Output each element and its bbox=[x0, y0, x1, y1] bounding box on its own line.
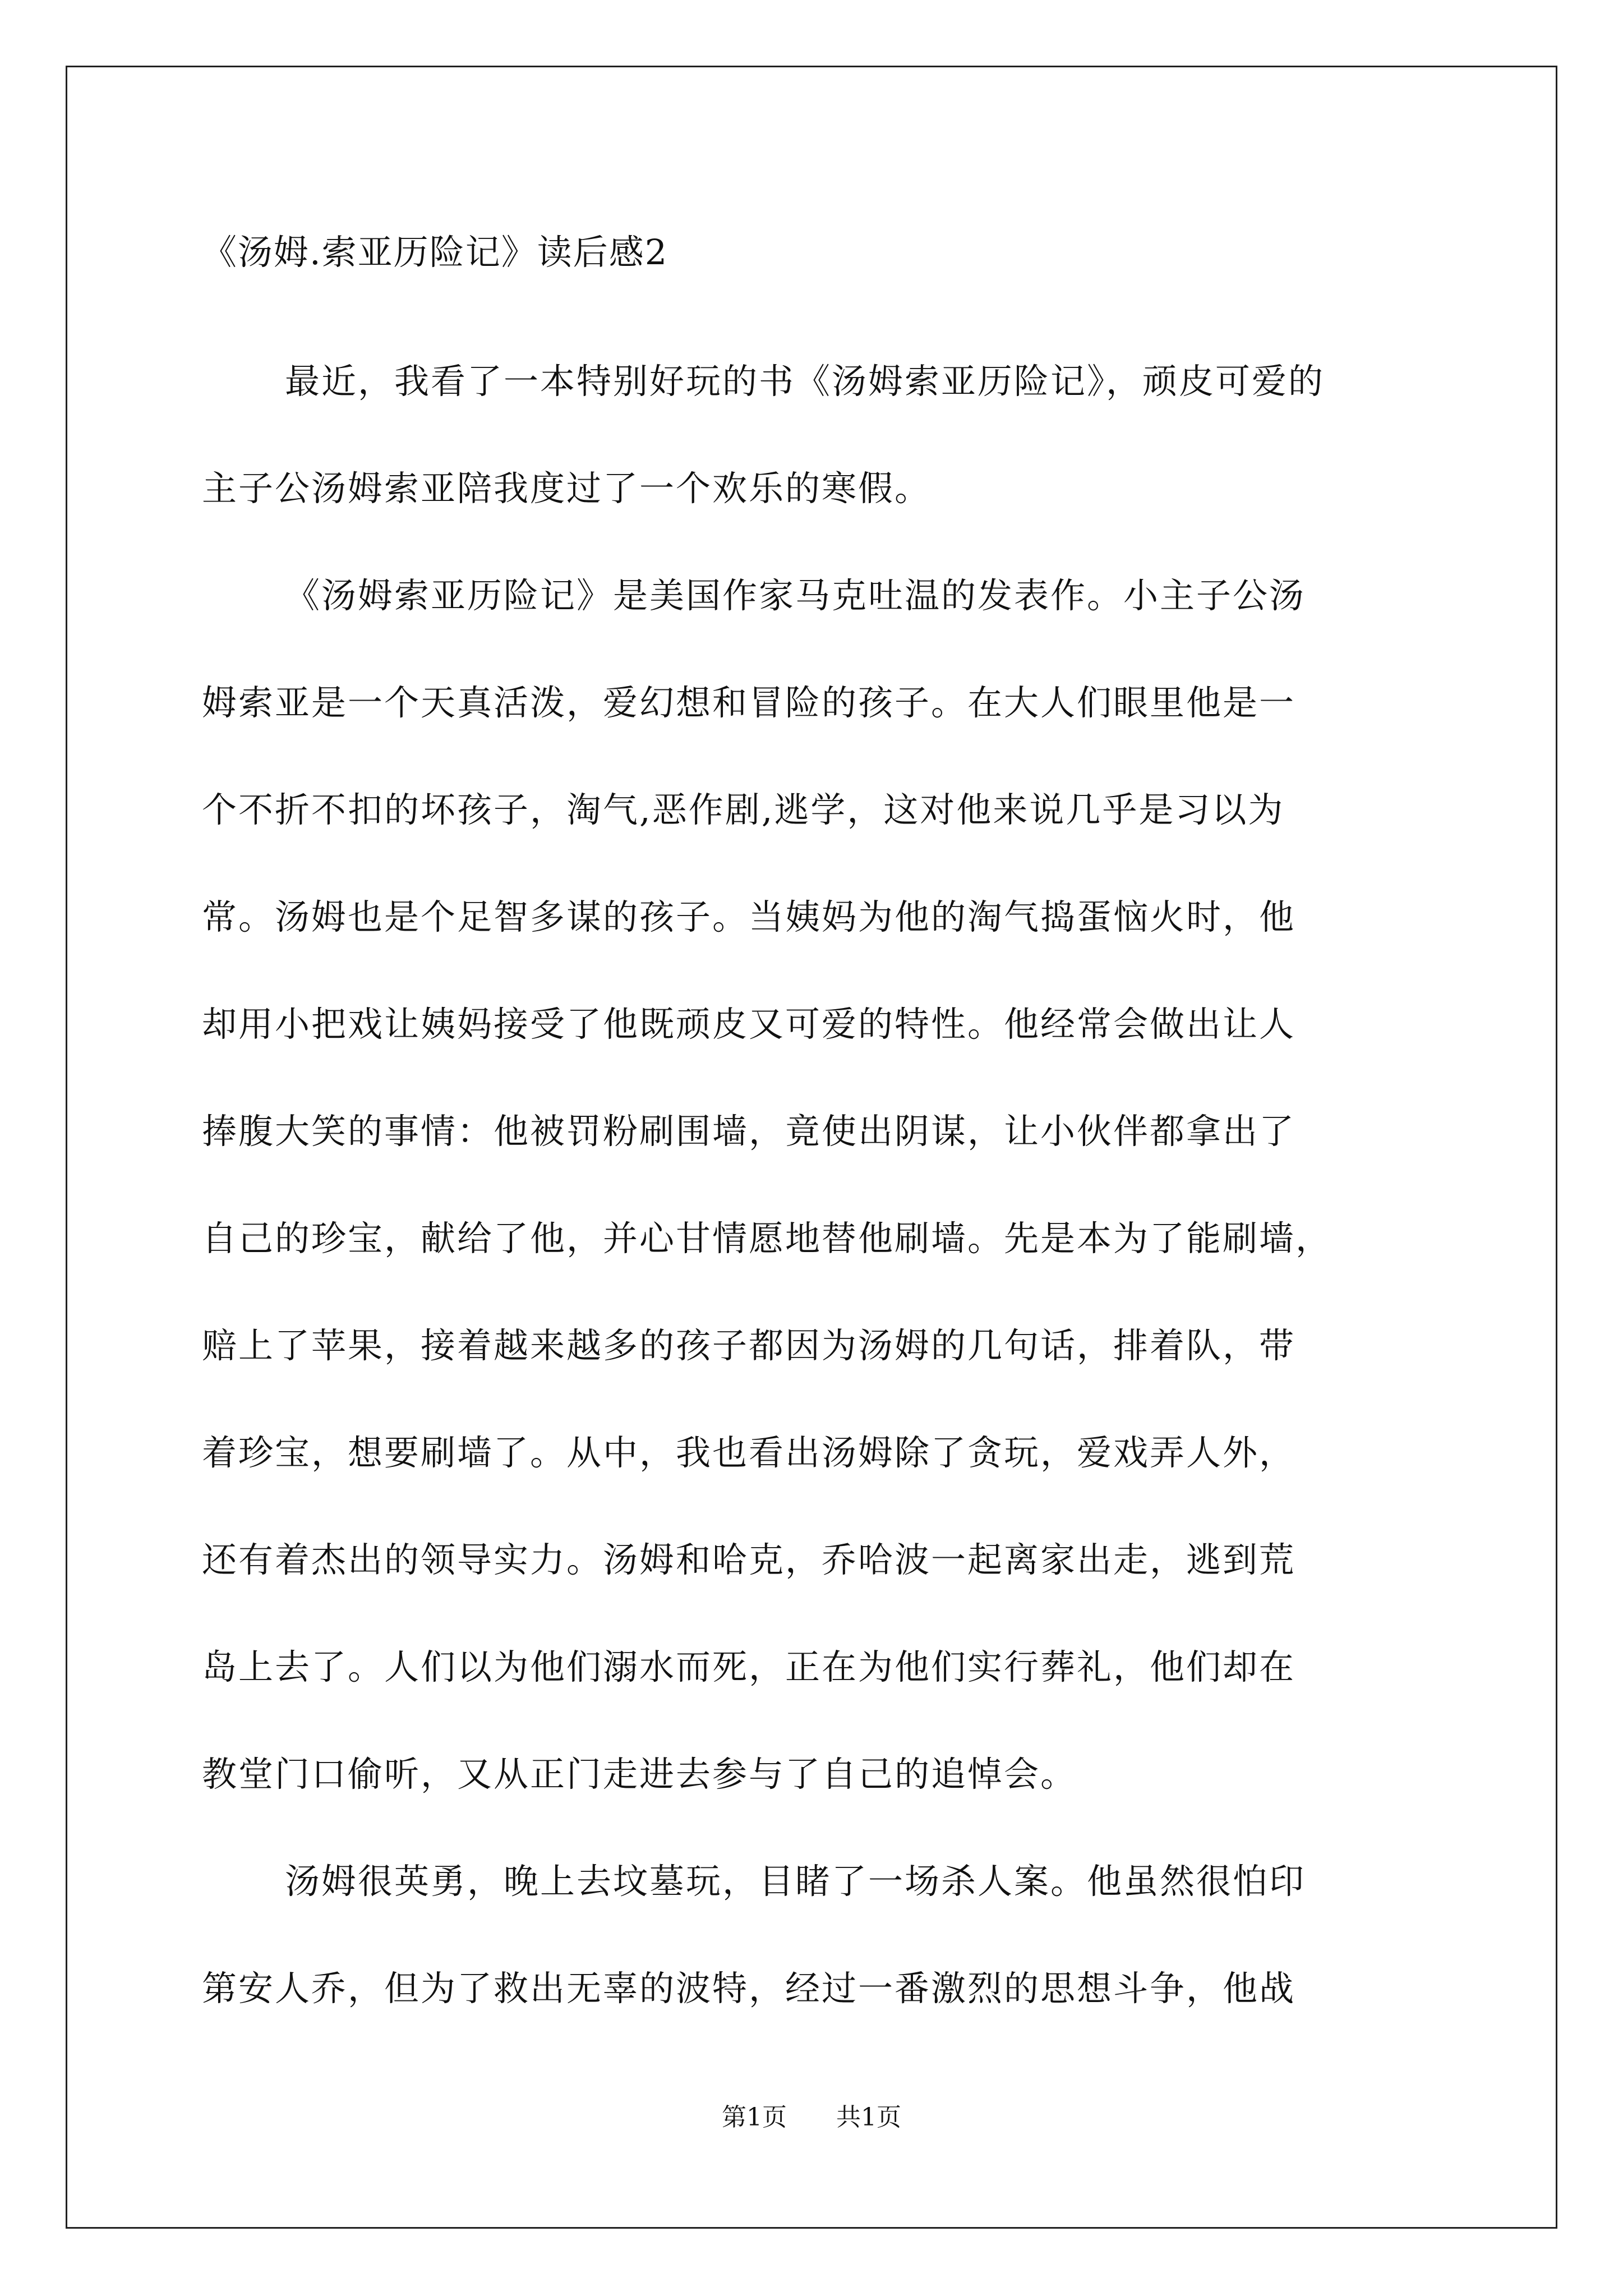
text-line: 着珍宝，想要刷墙了。从中，我也看出汤姆除了贪玩，爱戏弄人外， bbox=[202, 1432, 1296, 1473]
paragraph-3 bbox=[202, 1828, 1424, 2042]
text-line: 还有着杰出的领导实力。汤姆和哈克，乔哈波一起离家出走，逃到荒 bbox=[202, 1539, 1296, 1580]
page-count: 共1页 bbox=[836, 2103, 901, 2132]
text-line: 赔上了苹果，接着越来越多的孩子都因为汤姆的几句话，排着队，带 bbox=[202, 1325, 1296, 1366]
text-line: 主子公汤姆索亚陪我度过了一个欢乐的寒假。 bbox=[202, 468, 932, 509]
paragraph-1 bbox=[202, 328, 1424, 542]
text-line: 最近，我看了一本特别好玩的书《汤姆索亚历险记》，顽皮可爱的 bbox=[285, 361, 1325, 402]
text-line: 汤姆很英勇，晚上去坟墓玩，目睹了一场杀人案。他虽然很怕印 bbox=[285, 1861, 1306, 1902]
paragraph-2 bbox=[202, 542, 1424, 1828]
text-line: 《汤姆索亚历险记》是美国作家马克吐温的发表作。小主子公汤 bbox=[285, 575, 1306, 616]
text-line: 捧腹大笑的事情：他被罚粉刷围墙，竟使出阴谋，让小伙伴都拿出了 bbox=[202, 1111, 1296, 1152]
text-line: 个不折不扣的坏孩子，淘气,恶作剧,逃学，这对他来说几乎是习以为 bbox=[202, 789, 1285, 830]
text-line: 岛上去了。人们以为他们溺水而死，正在为他们实行葬礼，他们却在 bbox=[202, 1646, 1296, 1687]
text-line: 教堂门口偷听，又从正门走进去参与了自己的追悼会。 bbox=[202, 1754, 1077, 1795]
text-line: 姆索亚是一个天真活泼，爱幻想和冒险的孩子。在大人们眼里他是一 bbox=[202, 682, 1296, 723]
page-number: 第1页 bbox=[722, 2103, 787, 2132]
text-line: 常。汤姆也是个足智多谋的孩子。当姨妈为他的淘气捣蛋恼火时，他 bbox=[202, 896, 1296, 937]
text-line: 却用小把戏让姨妈接受了他既顽皮又可爱的特性。他经常会做出让人 bbox=[202, 1004, 1296, 1045]
text-line: 第安人乔，但为了救出无辜的波特，经过一番激烈的思想斗争，他战 bbox=[202, 1968, 1296, 2009]
document-title: 《汤姆.索亚历险记》读后感2 bbox=[202, 232, 668, 273]
document-body bbox=[202, 224, 1424, 2042]
text-line: 自己的珍宝，献给了他，并心甘情愿地替他刷墙。先是本为了能刷墙， bbox=[202, 1218, 1332, 1259]
page-footer bbox=[0, 2101, 1623, 2134]
